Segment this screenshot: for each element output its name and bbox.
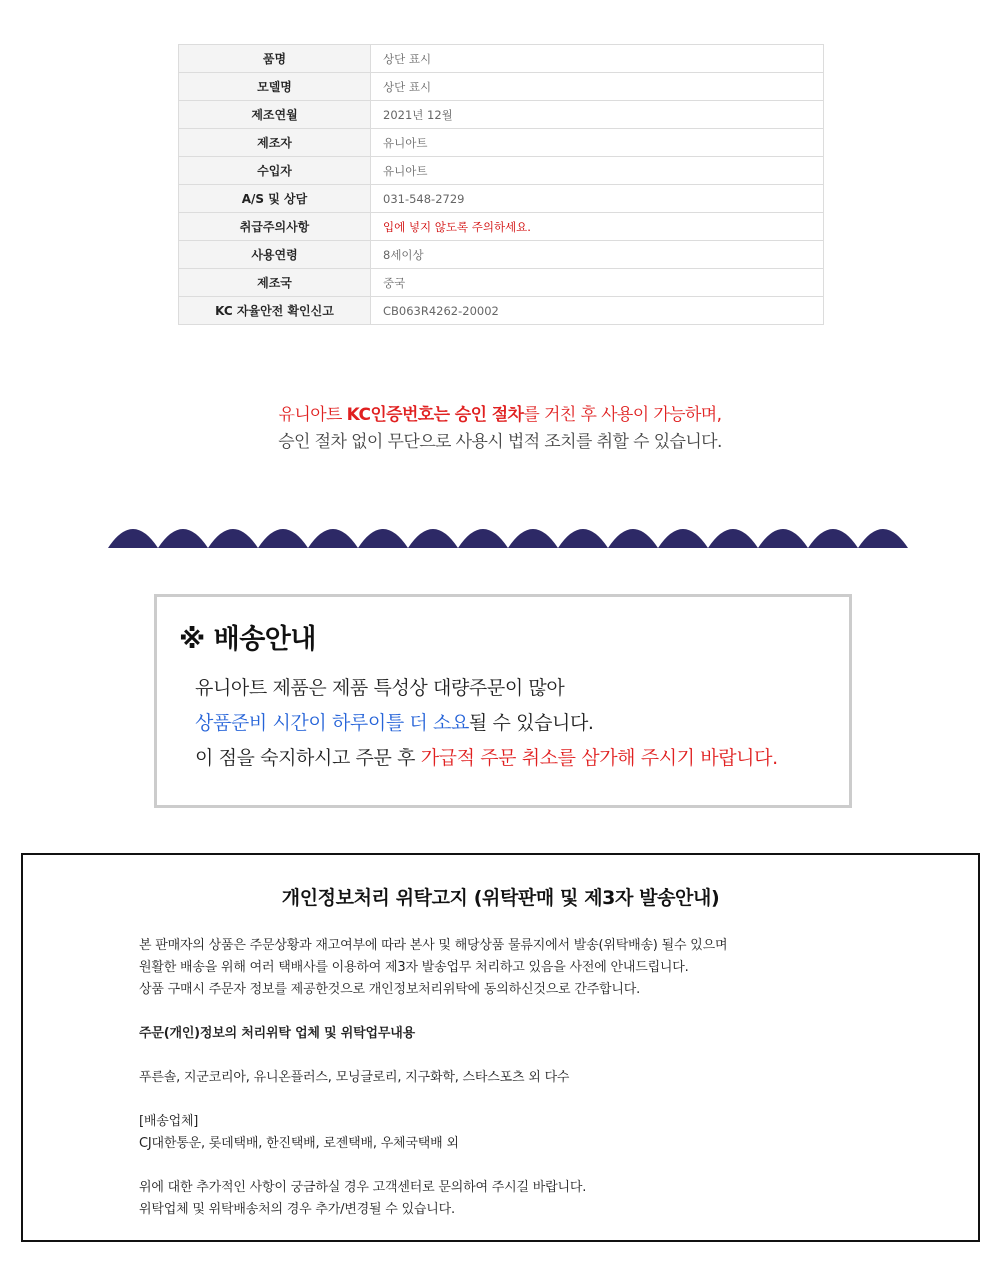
kc-notice-line2: 승인 절차 없이 무단으로 사용시 법적 조치를 취할 수 있습니다.: [278, 432, 722, 452]
kc-certification-notice: [0, 402, 1000, 456]
spec-label: 취급주의사항: [179, 213, 371, 241]
spec-value: 중국: [371, 269, 824, 297]
spec-label: 제조국: [179, 269, 371, 297]
spec-value: 2021년 12월: [371, 101, 824, 129]
spec-row: [179, 241, 824, 269]
privacy-intro-2: 원활한 배송을 위해 여러 택배사를 이용하여 제3자 발송업무 처리하고 있음을 사전에 안내드립니다.: [139, 960, 689, 975]
privacy-title: 개인정보처리 위탁고지 (위탁판매 및 제3자 발송안내): [281, 887, 720, 909]
shipping-line3: 이 점을 숙지하시고 주문 후 가급적 주문 취소를 삼가해 주시기 바랍니다.: [195, 747, 778, 769]
privacy-section-heading: 주문(개인)정보의 처리위탁 업체 및 위탁업무내용: [139, 1026, 415, 1041]
spec-row: [179, 185, 824, 213]
spec-label: A/S 및 상담: [179, 185, 371, 213]
spec-label: 제조연월: [179, 101, 371, 129]
spec-label: 수입자: [179, 157, 371, 185]
spec-value: 유니아트: [371, 129, 824, 157]
shipping-line1: 유니아트 제품은 제품 특성상 대량주문이 많아: [195, 677, 565, 699]
spec-value: 입에 넣지 않도록 주의하세요.: [371, 213, 824, 241]
spec-row: [179, 129, 824, 157]
spec-label: 제조자: [179, 129, 371, 157]
spec-row: [179, 157, 824, 185]
spec-label: KC 자율안전 확인신고: [179, 297, 371, 325]
wave-shape: [108, 529, 908, 548]
privacy-intro-1: 본 판매자의 상품은 주문상황과 재고여부에 따라 본사 및 해당상품 물류지에서 발송(위탁배송) 될수 있으며: [139, 938, 728, 953]
spec-row: [179, 101, 824, 129]
spec-label: 모델명: [179, 73, 371, 101]
spec-value: 8세이상: [371, 241, 824, 269]
privacy-intro-3: 상품 구매시 주문자 정보를 제공한것으로 개인정보처리위탁에 동의하신것으로 간주합니다.: [139, 982, 641, 997]
privacy-consignment-notice: [21, 853, 980, 1242]
delivery-list: CJ대한통운, 롯데택배, 한진택배, 로젠택배, 우체국택배 외: [139, 1136, 459, 1151]
spec-row: [179, 73, 824, 101]
privacy-partners: 푸른솔, 지군코리아, 유니온플러스, 모닝글로리, 지구화학, 스타스포츠 외 다수: [139, 1070, 570, 1085]
scalloped-divider: [108, 526, 908, 548]
privacy-body: [139, 935, 727, 1221]
shipping-text: [195, 671, 778, 776]
spec-label: 사용연령: [179, 241, 371, 269]
spec-row: [179, 297, 824, 325]
spec-row: [179, 269, 824, 297]
spec-value: CB063R4262-20002: [371, 297, 824, 325]
shipping-line2: 상품준비 시간이 하루이틀 더 소요될 수 있습니다.: [195, 712, 594, 734]
shipping-title: ※ 배송안내: [179, 624, 316, 655]
privacy-closing-1: 위에 대한 추가적인 사항이 궁금하실 경우 고객센터로 문의하여 주시길 바랍니다.: [139, 1180, 587, 1195]
kc-notice-line1: 유니아트 KC인증번호는 승인 절차를 거친 후 사용이 가능하며,: [278, 405, 722, 425]
spec-label: 품명: [179, 45, 371, 73]
product-spec-table: [178, 44, 824, 325]
spec-row: [179, 213, 824, 241]
spec-row: [179, 45, 824, 73]
spec-value: 유니아트: [371, 157, 824, 185]
spec-value: 상단 표시: [371, 45, 824, 73]
delivery-heading: [배송업체]: [139, 1114, 199, 1129]
privacy-closing-2: 위탁업체 및 위탁배송처의 경우 추가/변경될 수 있습니다.: [139, 1202, 455, 1217]
spec-value: 031-548-2729: [371, 185, 824, 213]
shipping-notice-box: [154, 594, 852, 808]
spec-value: 상단 표시: [371, 73, 824, 101]
